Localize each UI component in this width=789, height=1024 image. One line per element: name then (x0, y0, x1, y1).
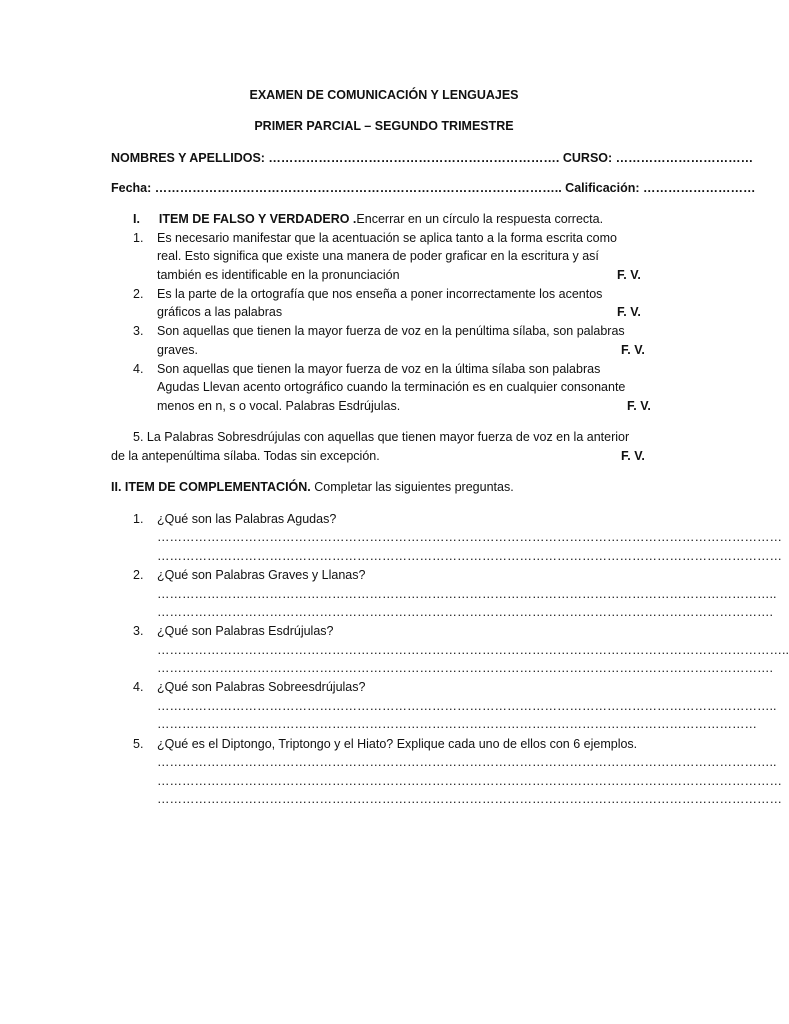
tf-item-4-line-2: Agudas Llevan acento ortográfico cuando la terminación es en cualquier consonante (157, 380, 626, 394)
section-1-number: I. (133, 212, 140, 226)
question-2-text: ¿Qué son Palabras Graves y Llanas? (157, 568, 366, 582)
tf-item-2-line-2: gráficos a las palabras (157, 305, 283, 319)
question-3-answer-line-2[interactable]: …………………………………………………………………………………………………………………………………. (157, 661, 773, 675)
tf-item-4-number: 4. (133, 362, 144, 376)
question-3-number: 3. (133, 624, 144, 638)
tf-item-5-line-2: de la antepenúltima sílaba. Todas sin excepción. (111, 449, 380, 463)
exam-title: EXAMEN DE COMUNICACIÓN Y LENGUAJES (249, 88, 519, 102)
question-5-text: ¿Qué es el Diptongo, Triptongo y el Hiato? Explique cada uno de ellos con 6 ejemplos. (157, 737, 638, 751)
tf-item-1-line-2: real. Esto significa que existe una manera de poder graficar en la escritura y así (157, 249, 599, 263)
question-4-answer-line-1[interactable]: ………………………………………………………………………………………………………………………………….. (157, 699, 777, 713)
question-5-answer-line-3[interactable]: …………………………………………………………………………………………………………………………………… (157, 792, 782, 806)
tf-item-4-line-1: Son aquellas que tienen la mayor fuerza de voz en la última sílaba son palabras (157, 362, 601, 376)
question-5-number: 5. (133, 737, 144, 751)
question-2-answer-line-2[interactable]: …………………………………………………………………………………………………………………………………. (157, 605, 773, 619)
question-2-answer-line-1[interactable]: ………………………………………………………………………………………………………………………………….. (157, 587, 777, 601)
section-2-instruction: Completar las siguientes preguntas. (310, 480, 514, 494)
section-2-title: II. ITEM DE COMPLEMENTACIÓN. (111, 480, 311, 494)
tf-item-4-line-3: menos en n, s o vocal. Palabras Esdrújulas. (157, 399, 401, 413)
question-5-answer-line-2[interactable]: …………………………………………………………………………………………………………………………………… (157, 774, 782, 788)
question-4-number: 4. (133, 680, 144, 694)
question-5-answer-line-1[interactable]: ………………………………………………………………………………………………………………………………….. (157, 755, 777, 769)
question-1-answer-line-2[interactable]: …………………………………………………………………………………………………………………………………… (157, 549, 782, 563)
section-1-instruction: Encerrar en un círculo la respuesta correcta. (356, 212, 604, 226)
tf-item-1-answer[interactable]: F. V. (617, 268, 641, 282)
tf-item-2-number: 2. (133, 287, 144, 301)
question-4-answer-line-2[interactable]: ……………………………………………………………………………………………………………………………… (157, 717, 757, 731)
tf-item-1-line-3: también es identificable en la pronunciación (157, 268, 400, 282)
tf-item-1-line-1: Es necesario manifestar que la acentuación se aplica tanto a la forma escrita como (157, 231, 617, 245)
question-1-answer-line-1[interactable]: …………………………………………………………………………………………………………………………………… (157, 530, 782, 544)
tf-item-5-line-1: 5. La Palabras Sobresdrújulas con aquellas que tienen mayor fuerza de voz en la anterior (133, 430, 630, 444)
tf-item-3-line-2: graves. (157, 343, 198, 357)
question-4-text: ¿Qué son Palabras Sobreesdrújulas? (157, 680, 366, 694)
date-grade-line: Fecha: …………………………………………………………………………………….. Calificación: ……………………… (111, 181, 756, 195)
tf-item-2-line-1: Es la parte de la ortografía que nos enseña a poner incorrectamente los acentos (157, 287, 603, 301)
tf-item-4-answer[interactable]: F. V. (627, 399, 651, 413)
tf-item-3-number: 3. (133, 324, 144, 338)
tf-item-3-line-1: Son aquellas que tienen la mayor fuerza de voz en la penúltima sílaba, son palabras (157, 324, 625, 338)
tf-item-5-answer[interactable]: F. V. (621, 449, 645, 463)
names-course-line: NOMBRES Y APELLIDOS: ……………………………………………………………. CURSO: …………………………… (111, 151, 754, 165)
question-1-text: ¿Qué son las Palabras Agudas? (157, 512, 337, 526)
section-1-heading (133, 212, 603, 226)
question-1-number: 1. (133, 512, 144, 526)
question-3-answer-line-1[interactable]: …………………………………………………………………………………………………………………………………….. (157, 643, 789, 657)
tf-item-3-answer[interactable]: F. V. (621, 343, 645, 357)
section-1-title: ITEM DE FALSO Y VERDADERO . (158, 212, 357, 226)
exam-subtitle: PRIMER PARCIAL – SEGUNDO TRIMESTRE (254, 119, 514, 133)
question-2-number: 2. (133, 568, 144, 582)
section-2-heading (111, 480, 514, 494)
question-3-text: ¿Qué son Palabras Esdrújulas? (157, 624, 334, 638)
tf-item-2-answer[interactable]: F. V. (617, 305, 641, 319)
tf-item-1-number: 1. (133, 231, 144, 245)
